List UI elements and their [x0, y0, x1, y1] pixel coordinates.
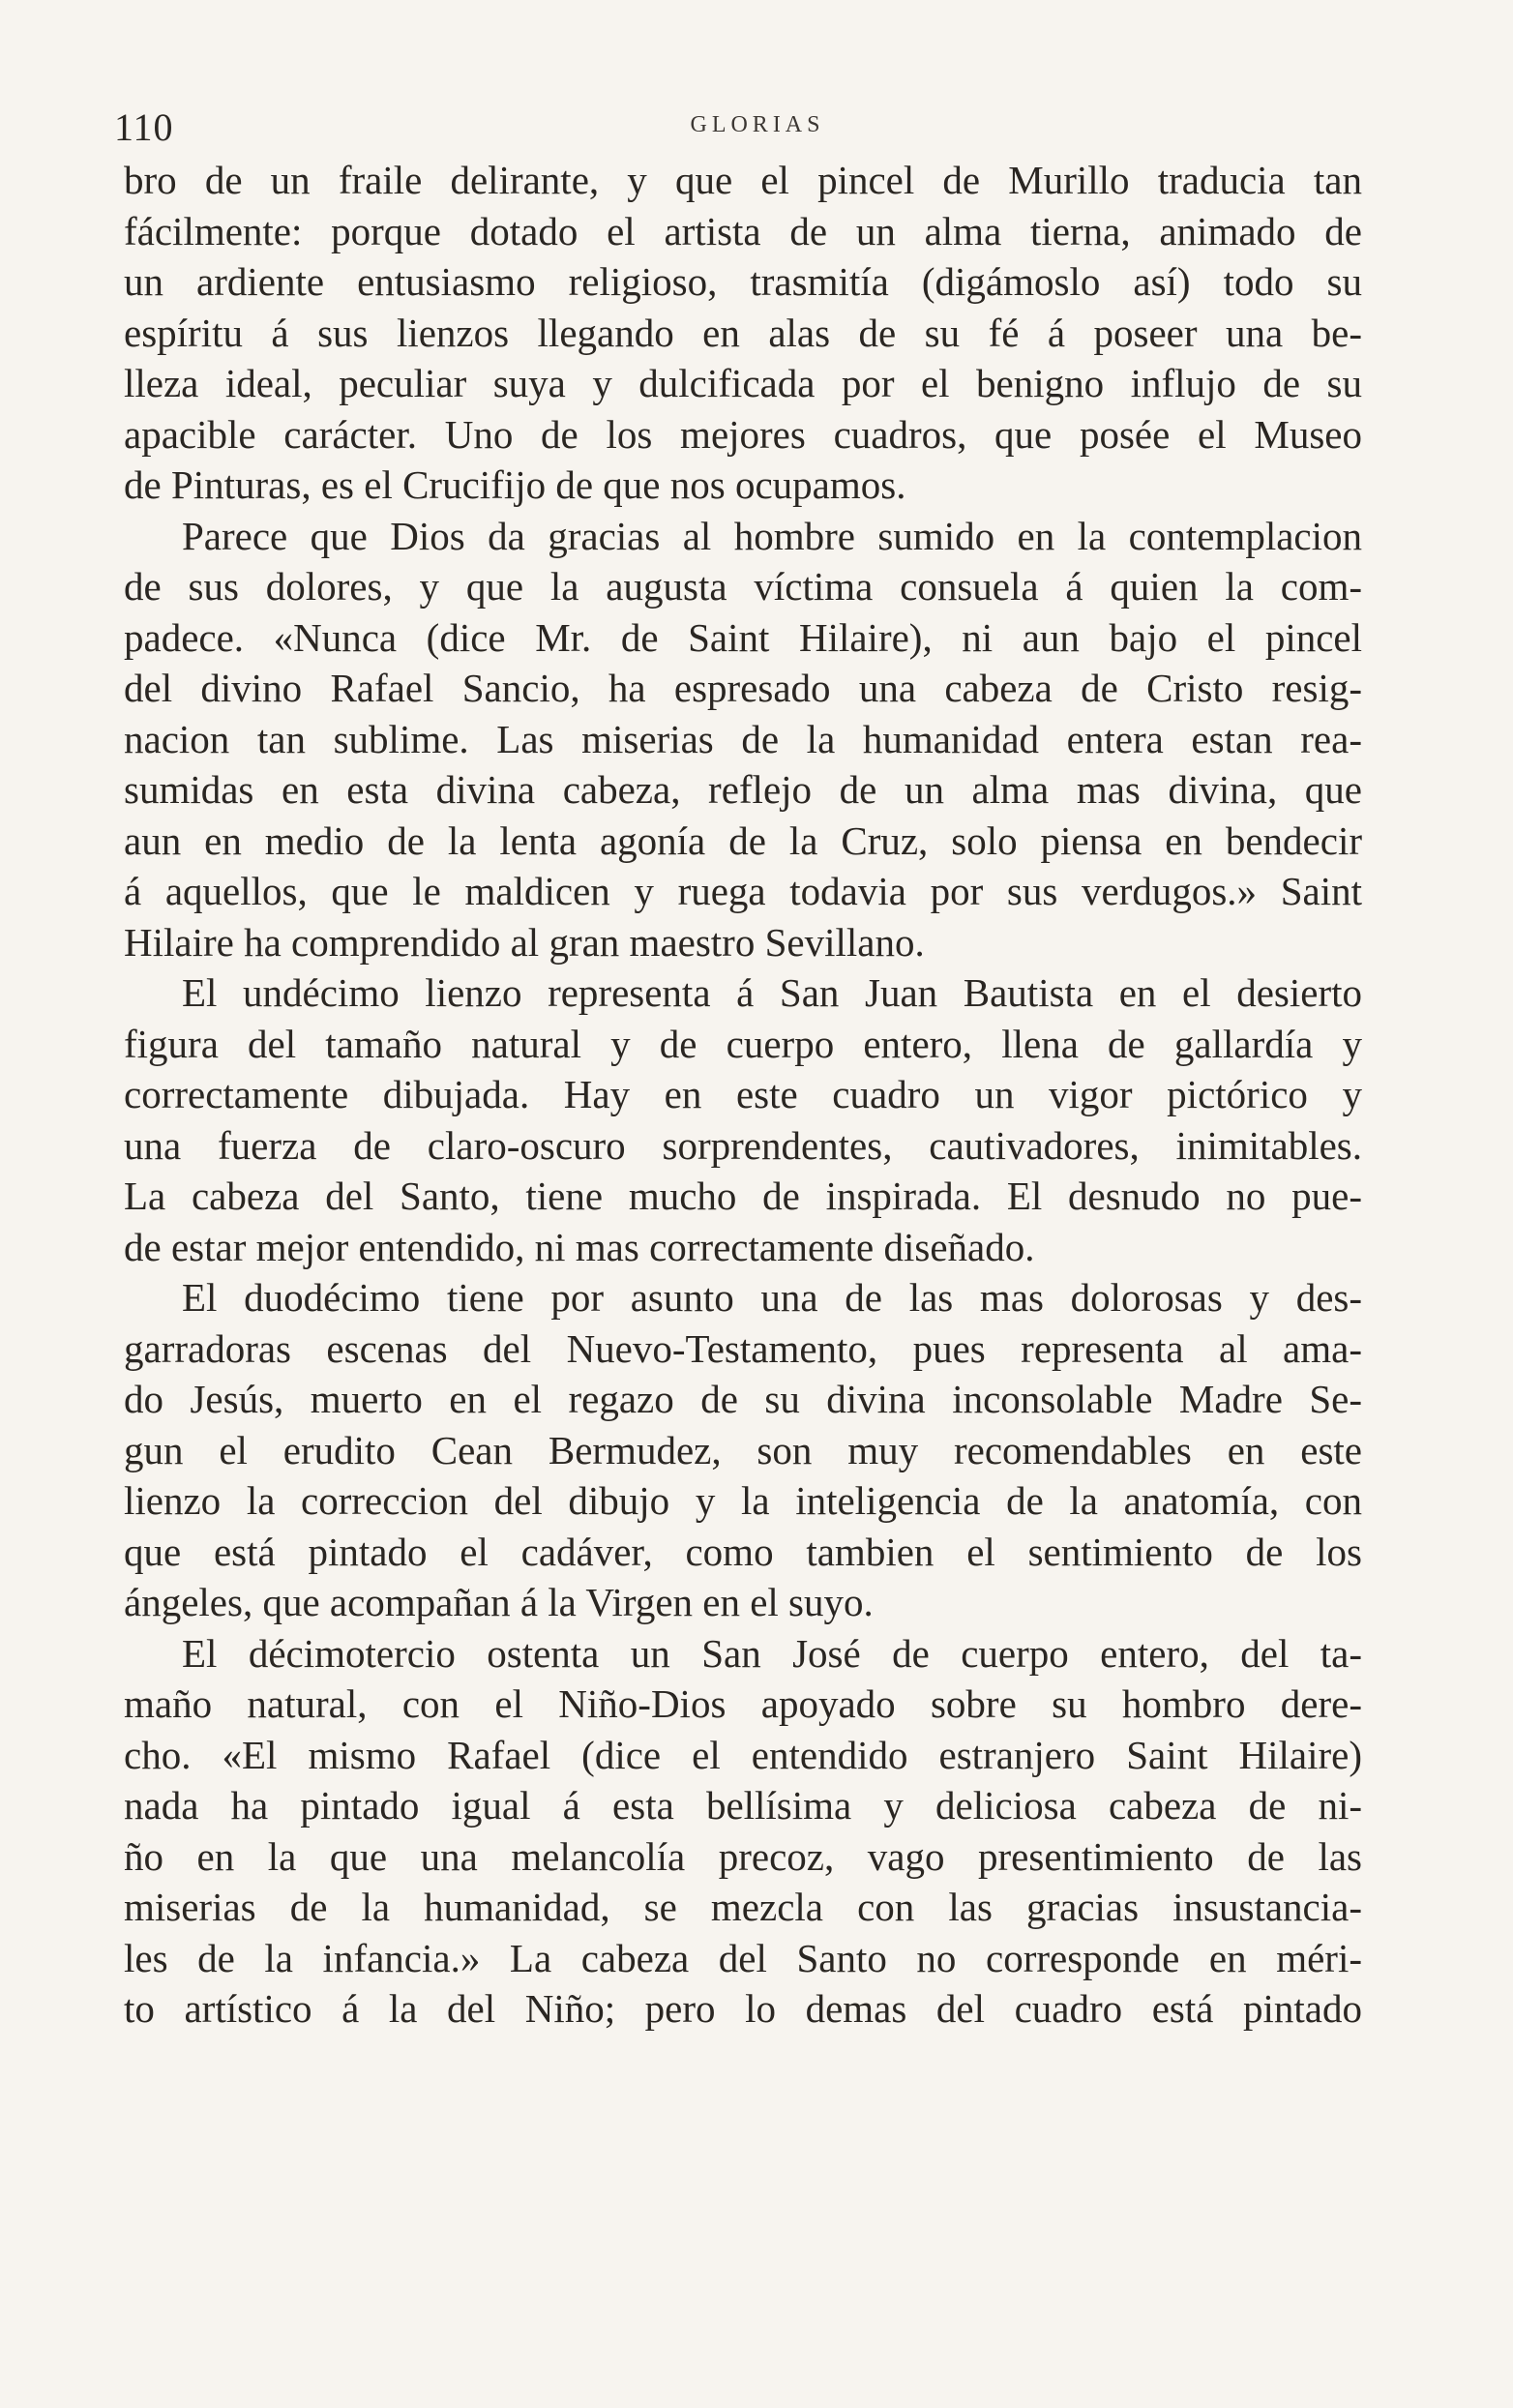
- text-line: garradoras escenas del Nuevo-Testamento, pues representa al ama-: [124, 1325, 1362, 1371]
- text-line: fácilmente: porque dotado el artista de un alma tierna, animado de: [124, 208, 1362, 253]
- text-line: do Jesús, muerto en el regazo de su divina inconsolable Madre Se-: [124, 1377, 1362, 1421]
- text-line: aun en medio de la lenta agonía de la Cruz, solo piensa en bendecir: [124, 818, 1362, 863]
- text-line: bro de un fraile delirante, y que el pincel de Murillo traducia tan: [124, 158, 1362, 202]
- text-line: La cabeza del Santo, tiene mucho de inspirada. El desnudo no pue-: [124, 1174, 1362, 1218]
- page-number: 110: [114, 105, 174, 149]
- text-line: cho. «El mismo Rafael (dice el entendido estranjero Saint Hilaire): [124, 1732, 1362, 1777]
- running-head: [114, 104, 1401, 153]
- text-line: á aquellos, que le maldicen y ruega todavia por sus verdugos.» Saint: [124, 869, 1362, 913]
- text-line: de sus dolores, y que la augusta víctima consuela á quien la com-: [124, 564, 1362, 609]
- text-line: nacion tan sublime. Las miserias de la humanidad entera estan rea-: [124, 716, 1362, 761]
- text-line: to artístico á la del Niño; pero lo demas del cuadro está pintado: [124, 1986, 1362, 2031]
- text-line: del divino Rafael Sancio, ha espresado una cabeza de Cristo resig-: [124, 666, 1362, 710]
- text-line: Hilaire ha comprendido al gran maestro Sevillano.: [124, 919, 925, 965]
- text-line: apacible carácter. Uno de los mejores cuadros, que posée el Museo: [124, 411, 1362, 457]
- text-line: de estar mejor entendido, ni mas correctamente diseñado.: [124, 1224, 1035, 1269]
- text-line: maño natural, con el Niño-Dios apoyado sobre su hombro dere-: [124, 1681, 1362, 1726]
- text-line: ño en la que una melancolía precoz, vago presentimiento de las: [124, 1833, 1362, 1879]
- text-line: miserias de la humanidad, se mezcla con las gracias insustancia-: [124, 1885, 1362, 1929]
- text-line: El duodécimo tiene por asunto una de las mas dolorosas y des-: [182, 1275, 1362, 1320]
- text-line: un ardiente entusiasmo religioso, trasmitía (digámoslo así) todo su: [124, 259, 1362, 304]
- text-line: El décimotercio ostenta un San José de cuerpo entero, del ta-: [182, 1630, 1362, 1676]
- text-line: padece. «Nunca (dice Mr. de Saint Hilaire), ni aun bajo el pincel: [124, 614, 1362, 660]
- text-line: una fuerza de claro-oscuro sorprendentes, cautivadores, inimitables.: [124, 1122, 1362, 1168]
- text-line: les de la infancia.» La cabeza del Santo no corresponde en méri-: [124, 1935, 1362, 1980]
- text-line: lienzo la correccion del dibujo y la inteligencia de la anatomía, con: [124, 1478, 1362, 1523]
- body-text: [124, 155, 1362, 2035]
- text-line: que está pintado el cadáver, como tambien el sentimiento de los: [124, 1529, 1362, 1574]
- text-line: gun el erudito Cean Bermudez, son muy recomendables en este: [124, 1427, 1362, 1472]
- text-line: correctamente dibujada. Hay en este cuadro un vigor pictórico y: [124, 1072, 1362, 1116]
- text-line: El undécimo lienzo representa á San Juan Bautista en el desierto: [182, 970, 1362, 1015]
- text-line: espíritu á sus lienzos llegando en alas de su fé á poseer una be-: [124, 310, 1362, 355]
- text-line: lleza ideal, peculiar suya y dulcificada por el benigno influjo de su: [124, 361, 1362, 405]
- text-line: Parece que Dios da gracias al hombre sumido en la contemplacion: [182, 513, 1362, 558]
- text-line: nada ha pintado igual á esta bellísima y deliciosa cabeza de ni-: [124, 1783, 1362, 1828]
- text-line: figura del tamaño natural y de cuerpo entero, llena de gallardía y: [124, 1021, 1362, 1066]
- text-line: de Pinturas, es el Crucifijo de que nos ocupamos.: [124, 462, 906, 507]
- text-line: ángeles, que acompañan á la Virgen en el suyo.: [124, 1580, 874, 1624]
- running-title: GLORIAS: [690, 112, 825, 137]
- text-line: sumidas en esta divina cabeza, reflejo de un alma mas divina, que: [124, 767, 1362, 812]
